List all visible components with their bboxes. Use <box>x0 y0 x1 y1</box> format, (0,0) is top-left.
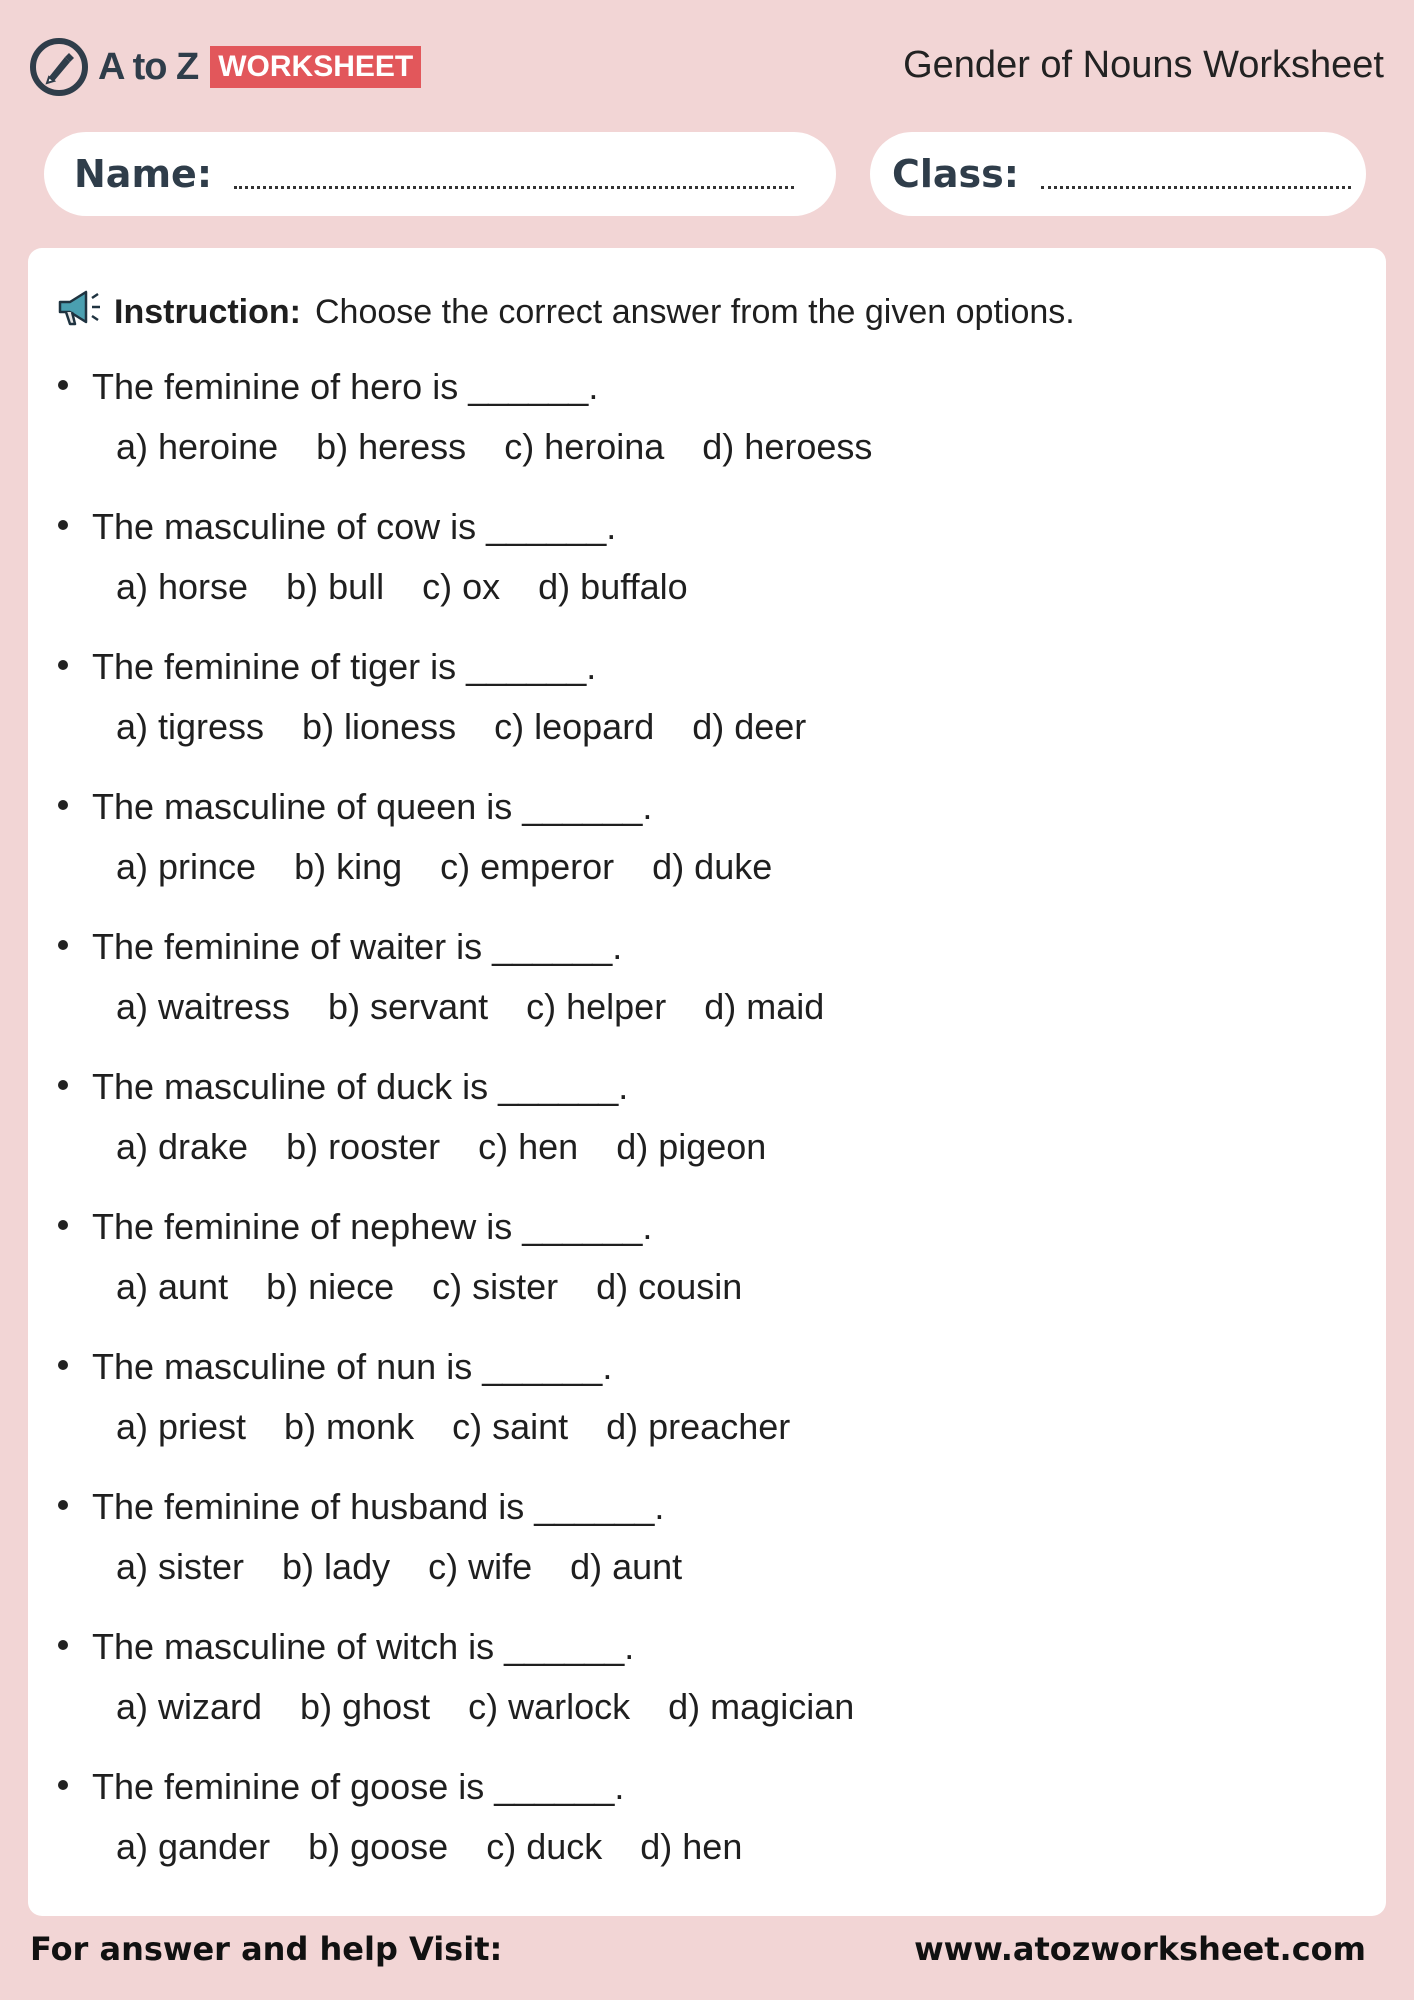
question-item <box>58 506 1348 646</box>
answer-option[interactable]: d) hen <box>640 1826 743 1867</box>
site-logo <box>30 38 421 96</box>
question-item <box>58 786 1348 926</box>
answer-option[interactable]: b) niece <box>266 1266 395 1307</box>
bullet-icon <box>58 1780 68 1790</box>
question-item <box>58 1206 1348 1346</box>
answer-option[interactable]: b) goose <box>308 1826 449 1867</box>
answer-option[interactable]: c) leopard <box>494 706 655 747</box>
answer-option[interactable]: b) monk <box>284 1406 415 1447</box>
answer-option[interactable]: d) aunt <box>570 1546 683 1587</box>
answer-option[interactable]: d) pigeon <box>616 1126 767 1167</box>
answer-options <box>116 1546 720 1588</box>
answer-option[interactable]: b) lioness <box>302 706 457 747</box>
answer-option[interactable]: c) sister <box>432 1266 559 1307</box>
answer-option[interactable]: b) king <box>294 846 403 887</box>
question-item <box>58 646 1348 786</box>
answer-option[interactable]: a) wizard <box>116 1686 263 1727</box>
question-text <box>58 1626 634 1668</box>
bullet-icon <box>58 800 68 810</box>
question-label: The feminine of hero is ______. <box>92 366 599 407</box>
answer-option[interactable]: d) magician <box>668 1686 855 1727</box>
question-text <box>58 366 598 408</box>
answer-option[interactable]: d) preacher <box>606 1406 791 1447</box>
answer-option[interactable]: b) rooster <box>286 1126 441 1167</box>
answer-option[interactable]: d) buffalo <box>538 566 688 607</box>
question-label: The masculine of cow is ______. <box>92 506 617 547</box>
question-list <box>58 366 1348 1906</box>
answer-option[interactable]: d) heroess <box>702 426 873 467</box>
answer-option[interactable]: c) heroina <box>504 426 665 467</box>
question-text <box>58 926 622 968</box>
question-text <box>58 1346 612 1388</box>
answer-option[interactable]: b) servant <box>328 986 489 1027</box>
answer-options <box>116 706 844 748</box>
bullet-icon <box>58 380 68 390</box>
question-label: The masculine of duck is ______. <box>92 1066 629 1107</box>
answer-option[interactable]: d) cousin <box>596 1266 743 1307</box>
question-label: The feminine of goose is ______. <box>92 1766 625 1807</box>
answer-option[interactable]: a) tigress <box>116 706 265 747</box>
question-item <box>58 926 1348 1066</box>
name-field <box>44 132 836 216</box>
answer-options <box>116 1266 780 1308</box>
answer-options <box>116 846 810 888</box>
name-blank-line <box>234 186 794 189</box>
question-text <box>58 786 652 828</box>
answer-option[interactable]: c) saint <box>452 1406 569 1447</box>
worksheet-title: Gender of Nouns Worksheet <box>903 44 1384 86</box>
question-text <box>58 506 616 548</box>
bullet-icon <box>58 1220 68 1230</box>
bullet-icon <box>58 1360 68 1370</box>
bullet-icon <box>58 1640 68 1650</box>
answer-option[interactable]: c) emperor <box>440 846 615 887</box>
megaphone-icon <box>56 288 102 337</box>
answer-option[interactable]: c) duck <box>486 1826 603 1867</box>
answer-option[interactable]: a) horse <box>116 566 249 607</box>
answer-option[interactable]: b) ghost <box>300 1686 431 1727</box>
class-label: Class: <box>892 152 1019 196</box>
bullet-icon <box>58 1500 68 1510</box>
question-label: The feminine of waiter is ______. <box>92 926 623 967</box>
answer-options <box>116 1406 828 1448</box>
logo-badge: WORKSHEET <box>210 46 421 88</box>
answer-options <box>116 1686 892 1728</box>
answer-options <box>116 1826 780 1868</box>
class-blank-line <box>1041 186 1351 189</box>
question-item <box>58 1766 1348 1906</box>
answer-option[interactable]: c) ox <box>422 566 501 607</box>
question-item <box>58 1346 1348 1486</box>
answer-option[interactable]: c) hen <box>478 1126 579 1167</box>
question-text <box>58 1066 628 1108</box>
answer-option[interactable]: a) gander <box>116 1826 271 1867</box>
answer-options <box>116 986 862 1028</box>
question-text <box>58 1486 664 1528</box>
answer-option[interactable]: a) heroine <box>116 426 279 467</box>
answer-option[interactable]: a) prince <box>116 846 257 887</box>
instruction <box>56 288 1075 337</box>
footer-website-link[interactable]: www.atozworksheet.com <box>914 1930 1366 1968</box>
question-label: The feminine of tiger is ______. <box>92 646 597 687</box>
answer-option[interactable]: a) sister <box>116 1546 245 1587</box>
answer-option[interactable]: b) lady <box>282 1546 391 1587</box>
answer-option[interactable]: c) helper <box>526 986 667 1027</box>
answer-option[interactable]: d) duke <box>652 846 773 887</box>
question-label: The masculine of queen is ______. <box>92 786 653 827</box>
answer-option[interactable]: c) warlock <box>468 1686 631 1727</box>
answer-option[interactable]: b) bull <box>286 566 385 607</box>
bullet-icon <box>58 660 68 670</box>
instruction-label: Instruction: <box>114 293 301 331</box>
question-label: The feminine of husband is ______. <box>92 1486 665 1527</box>
question-item <box>58 366 1348 506</box>
footer-help-text: For answer and help Visit: <box>30 1930 503 1968</box>
answer-options <box>116 566 726 608</box>
question-text <box>58 1766 624 1808</box>
question-item <box>58 1066 1348 1206</box>
answer-options <box>116 426 910 468</box>
question-text <box>58 646 596 688</box>
answer-option[interactable]: b) heress <box>316 426 467 467</box>
answer-option[interactable]: d) deer <box>692 706 807 747</box>
bullet-icon <box>58 940 68 950</box>
logo-text: A to Z <box>98 45 199 88</box>
question-label: The masculine of witch is ______. <box>92 1626 635 1667</box>
answer-options <box>116 1126 804 1168</box>
question-item <box>58 1626 1348 1766</box>
question-item <box>58 1486 1348 1626</box>
bullet-icon <box>58 520 68 530</box>
question-label: The feminine of nephew is ______. <box>92 1206 653 1247</box>
instruction-text: Choose the correct answer from the given options. <box>314 293 1075 331</box>
name-label: Name: <box>74 152 213 196</box>
bullet-icon <box>58 1080 68 1090</box>
question-label: The masculine of nun is ______. <box>92 1346 613 1387</box>
answer-option[interactable]: c) wife <box>428 1546 533 1587</box>
answer-option[interactable]: a) aunt <box>116 1266 229 1307</box>
answer-option[interactable]: a) drake <box>116 1126 249 1167</box>
answer-option[interactable]: d) maid <box>704 986 825 1027</box>
answer-option[interactable]: a) priest <box>116 1406 247 1447</box>
answer-option[interactable]: a) waitress <box>116 986 291 1027</box>
questions-panel <box>28 248 1386 1916</box>
pen-logo-icon <box>30 38 88 96</box>
class-field <box>870 132 1366 216</box>
question-text <box>58 1206 652 1248</box>
page-header <box>0 0 1414 130</box>
